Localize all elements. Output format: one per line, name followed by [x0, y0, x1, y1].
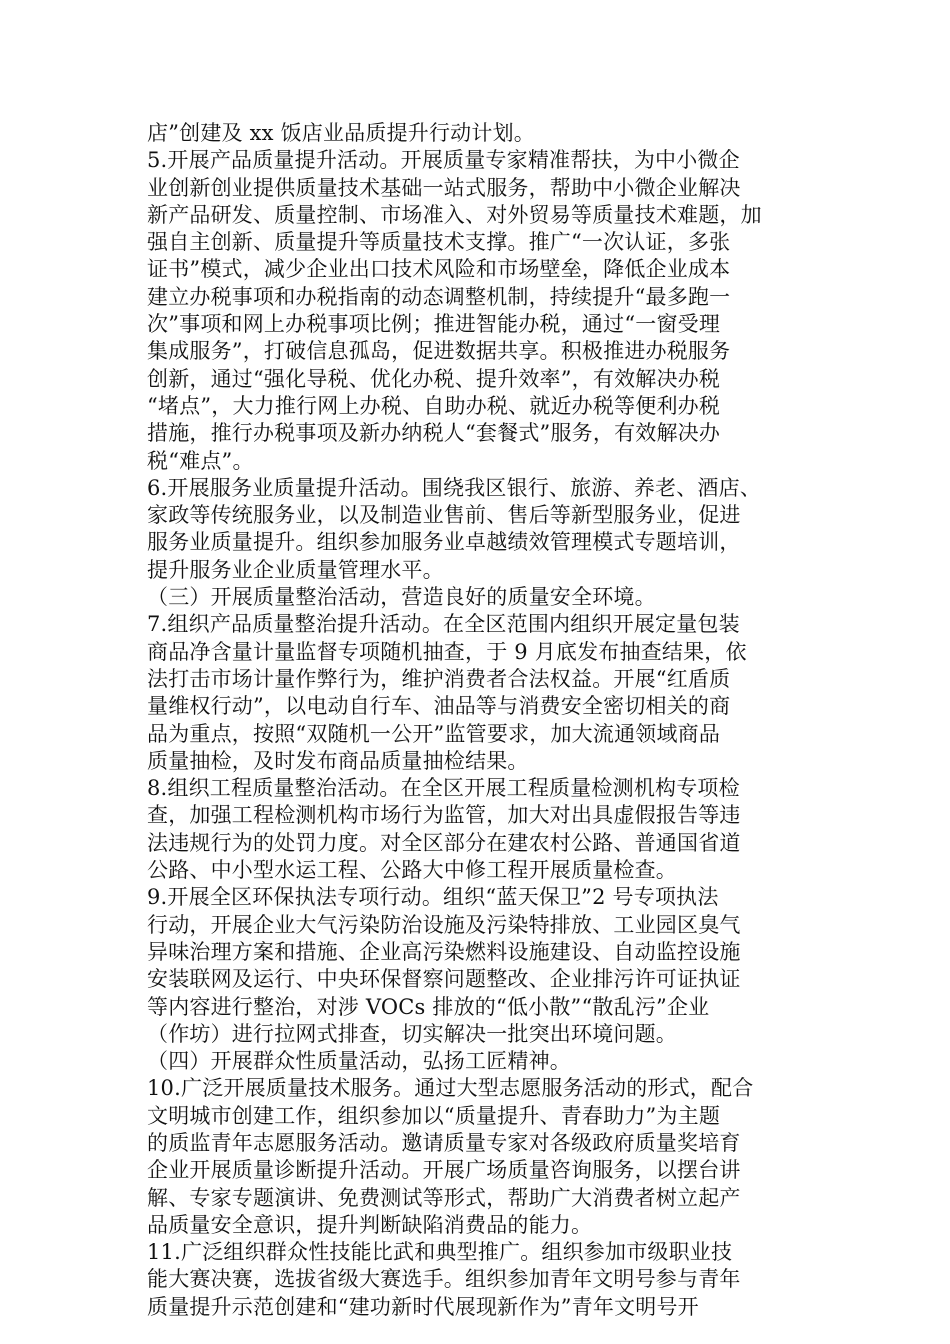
text-line: 10.广泛开展质量技术服务。通过大型志愿服务活动的形式，配合	[147, 1076, 754, 1101]
text-line: 7.组织产品质量整治提升活动。在全区范围内组织开展定量包装	[147, 612, 740, 637]
text-line: 6.开展服务业质量提升活动。围绕我区银行、旅游、养老、酒店、	[147, 475, 762, 500]
text-line: 品质量安全意识，提升判断缺陷消费品的能力。	[147, 1212, 593, 1237]
text-line: 5.开展产品质量提升活动。开展质量专家精准帮扶，为中小微企	[147, 148, 740, 173]
text-line: 业创新创业提供质量技术基础一站式服务，帮助中小微企业解决	[147, 175, 741, 200]
paragraph	[147, 611, 813, 775]
text-line: 能大赛决赛，选拔省级大赛选手。组织参加青年文明号参与青年	[147, 1267, 741, 1292]
text-line: 法违规行为的处罚力度。对全区部分在建农村公路、普通国省道	[147, 830, 741, 855]
text-line: 安装联网及运行、中央环保督察问题整改、企业排污许可证执证	[147, 967, 741, 992]
text-line: 的质监青年志愿服务活动。邀请质量专家对各级政府质量奖培育	[147, 1130, 741, 1155]
paragraph	[147, 1239, 813, 1321]
text-line: 解、专家专题演讲、免费测试等形式，帮助广大消费者树立起产	[147, 1185, 741, 1210]
text-line: 公路、中小型水运工程、公路大中修工程开展质量检查。	[147, 858, 677, 883]
text-line: 措施，推行办税事项及新办纳税人“套餐式”服务，有效解决办	[147, 421, 721, 446]
text-line: 店”创建及 xx 饭店业品质提升行动计划。	[147, 121, 535, 145]
text-line: 品为重点，按照“双随机一公开”监管要求，加大流通领域商品	[147, 721, 721, 746]
text-line: 提升服务业企业质量管理水平。	[147, 557, 444, 582]
document-page	[147, 120, 813, 1321]
text-line: 异味治理方案和措施、企业高污染燃料设施建设、自动监控设施	[147, 939, 741, 964]
text-line: 等内容进行整治，对涉 VOCs 排放的“低小散”“散乱污”企业	[147, 994, 710, 1019]
text-line: 查，加强工程检测机构市场行为监管，加大对出具虚假报告等违	[147, 803, 741, 828]
section-heading	[147, 584, 813, 611]
paragraph	[147, 1075, 813, 1239]
text-line: 次”事项和网上办税事项比例；推进智能办税，通过“一窗受理	[147, 312, 721, 337]
text-line: 集成服务”，打破信息孤岛，促进数据共享。积极推进办税服务	[147, 339, 731, 364]
text-line: 建立办税事项和办税指南的动态调整机制，持续提升“最多跑一	[147, 284, 731, 309]
text-line: 创新，通过“强化导税、优化办税、提升效率”，有效解决办税	[147, 366, 721, 391]
text-line: 质量提升示范创建和“建功新时代展现新作为”青年文明号开	[147, 1294, 699, 1319]
text-line: 商品净含量计量监督专项随机抽查，于 9 月底发布抽查结果，依	[147, 639, 747, 664]
text-line: 家政等传统服务业，以及制造业售前、售后等新型服务业，促进	[147, 503, 741, 528]
text-line: 企业开展质量诊断提升活动。开展广场质量咨询服务，以摆台讲	[147, 1158, 741, 1183]
text-line: 量维权行动”，以电动自行车、油品等与消费安全密切相关的商	[147, 694, 731, 719]
text-line: 文明城市创建工作，组织参加以“质量提升、青春助力”为主题	[147, 1103, 721, 1128]
paragraph	[147, 147, 813, 475]
text-line: “堵点”，大力推行网上办税、自助办税、就近办税等便利办税	[147, 393, 721, 418]
text-line: 法打击市场计量作弊行为，维护消费者合法权益。开展“红盾质	[147, 666, 731, 691]
text-line: 9.开展全区环保执法专项行动。组织“蓝天保卫”2 号专项执法	[147, 885, 719, 910]
text-line: （三）开展质量整治活动，营造良好的质量安全环境。	[147, 585, 656, 610]
text-line: 服务业质量提升。组织参加服务业卓越绩效管理模式专题培训，	[147, 530, 741, 555]
paragraph	[147, 884, 813, 1048]
section-heading	[147, 1048, 813, 1075]
text-line: （四）开展群众性质量活动，弘扬工匠精神。	[147, 1049, 571, 1074]
text-line: 新产品研发、质量控制、市场准入、对外贸易等质量技术难题，加	[147, 202, 762, 227]
text-line: （作坊）进行拉网式排查，切实解决一批突出环境问题。	[147, 1021, 677, 1046]
text-line: 强自主创新、质量提升等质量技术支撑。推广“一次认证，多张	[147, 230, 731, 255]
text-line: 11.广泛组织群众性技能比武和典型推广。组织参加市级职业技	[147, 1240, 733, 1265]
text-line: 8.组织工程质量整治活动。在全区开展工程质量检测机构专项检	[147, 776, 740, 801]
paragraph	[147, 775, 813, 884]
text-line: 行动，开展企业大气污染防治设施及污染特排放、工业园区臭气	[147, 912, 741, 937]
text-line: 税“难点”。	[147, 448, 254, 473]
text-line: 质量抽检，及时发布商品质量抽检结果。	[147, 748, 529, 773]
paragraph	[147, 475, 813, 584]
text-line: 证书”模式，减少企业出口技术风险和市场壁垒，降低企业成本	[147, 257, 731, 282]
paragraph	[147, 120, 813, 147]
